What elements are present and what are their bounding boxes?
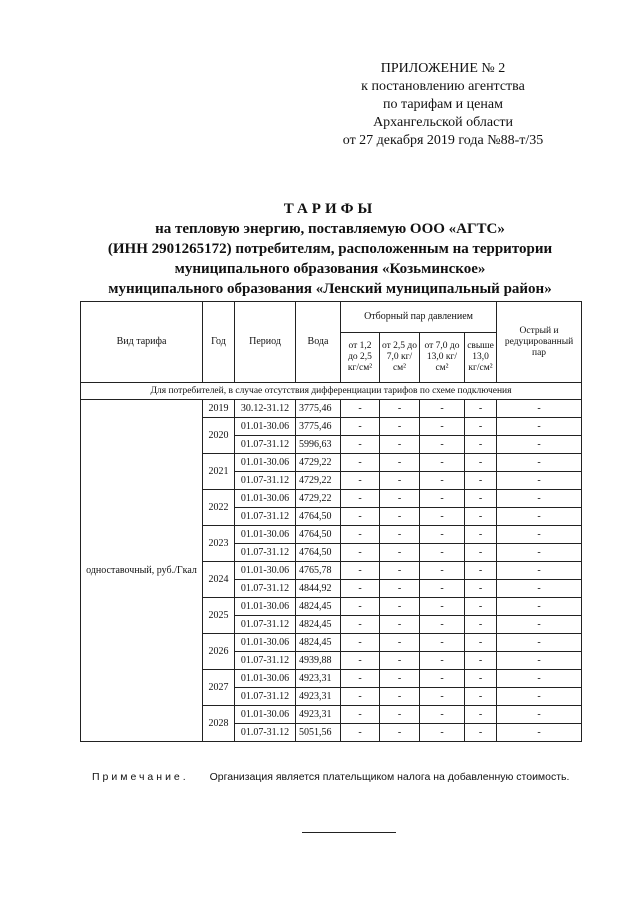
title-line: на тепловую энергию, поставляемую ООО «АГТС» bbox=[155, 221, 505, 237]
empty-tariff-cell: - bbox=[341, 490, 380, 508]
period-cell: 01.07-31.12 bbox=[235, 580, 296, 598]
empty-tariff-cell: - bbox=[465, 688, 497, 706]
empty-tariff-cell: - bbox=[420, 490, 465, 508]
water-tariff-cell: 3775,46 bbox=[296, 400, 341, 418]
appendix-header bbox=[323, 60, 563, 150]
period-cell: 01.07-31.12 bbox=[235, 436, 296, 454]
header-year: Год bbox=[203, 302, 235, 383]
empty-tariff-cell: - bbox=[341, 454, 380, 472]
water-tariff-cell: 4765,78 bbox=[296, 562, 341, 580]
empty-tariff-cell: - bbox=[380, 490, 420, 508]
empty-tariff-cell: - bbox=[465, 652, 497, 670]
empty-tariff-cell: - bbox=[465, 670, 497, 688]
empty-tariff-cell: - bbox=[341, 544, 380, 562]
divider-line bbox=[302, 832, 396, 833]
empty-tariff-cell: - bbox=[380, 670, 420, 688]
empty-tariff-cell: - bbox=[497, 454, 582, 472]
period-cell: 01.01-30.06 bbox=[235, 598, 296, 616]
title-line: муниципального образования «Ленский муниципальный район» bbox=[108, 281, 552, 297]
water-tariff-cell: 4764,50 bbox=[296, 544, 341, 562]
empty-tariff-cell: - bbox=[380, 526, 420, 544]
empty-tariff-cell: - bbox=[380, 544, 420, 562]
empty-tariff-cell: - bbox=[341, 616, 380, 634]
empty-tariff-cell: - bbox=[465, 598, 497, 616]
empty-tariff-cell: - bbox=[497, 490, 582, 508]
empty-tariff-cell: - bbox=[420, 580, 465, 598]
water-tariff-cell: 4844,92 bbox=[296, 580, 341, 598]
empty-tariff-cell: - bbox=[341, 724, 380, 742]
period-cell: 01.07-31.12 bbox=[235, 508, 296, 526]
empty-tariff-cell: - bbox=[497, 508, 582, 526]
year-cell: 2024 bbox=[203, 562, 235, 598]
title-main: ТАРИФЫ bbox=[283, 201, 377, 217]
empty-tariff-cell: - bbox=[420, 436, 465, 454]
empty-tariff-cell: - bbox=[420, 706, 465, 724]
year-cell: 2028 bbox=[203, 706, 235, 742]
empty-tariff-cell: - bbox=[420, 598, 465, 616]
tariff-table bbox=[80, 301, 582, 742]
empty-tariff-cell: - bbox=[465, 580, 497, 598]
water-tariff-cell: 3775,46 bbox=[296, 418, 341, 436]
empty-tariff-cell: - bbox=[497, 580, 582, 598]
empty-tariff-cell: - bbox=[420, 652, 465, 670]
empty-tariff-cell: - bbox=[341, 508, 380, 526]
water-tariff-cell: 5051,56 bbox=[296, 724, 341, 742]
header-steam-group: Отборный пар давлением bbox=[341, 302, 497, 333]
empty-tariff-cell: - bbox=[497, 616, 582, 634]
empty-tariff-cell: - bbox=[341, 706, 380, 724]
empty-tariff-cell: - bbox=[497, 706, 582, 724]
empty-tariff-cell: - bbox=[497, 418, 582, 436]
empty-tariff-cell: - bbox=[420, 400, 465, 418]
empty-tariff-cell: - bbox=[341, 688, 380, 706]
empty-tariff-cell: - bbox=[497, 724, 582, 742]
empty-tariff-cell: - bbox=[380, 634, 420, 652]
empty-tariff-cell: - bbox=[497, 562, 582, 580]
empty-tariff-cell: - bbox=[497, 436, 582, 454]
year-cell: 2019 bbox=[203, 400, 235, 418]
water-tariff-cell: 4764,50 bbox=[296, 526, 341, 544]
year-cell: 2021 bbox=[203, 454, 235, 490]
year-cell: 2022 bbox=[203, 490, 235, 526]
empty-tariff-cell: - bbox=[465, 490, 497, 508]
empty-tariff-cell: - bbox=[497, 652, 582, 670]
header-water: Вода bbox=[296, 302, 341, 383]
water-tariff-cell: 4923,31 bbox=[296, 706, 341, 724]
appendix-ref-line: к постановлению агентства bbox=[361, 79, 525, 94]
empty-tariff-cell: - bbox=[465, 400, 497, 418]
water-tariff-cell: 4923,31 bbox=[296, 688, 341, 706]
empty-tariff-cell: - bbox=[420, 562, 465, 580]
header-period: Период bbox=[235, 302, 296, 383]
empty-tariff-cell: - bbox=[380, 562, 420, 580]
empty-tariff-cell: - bbox=[465, 436, 497, 454]
period-cell: 01.01-30.06 bbox=[235, 418, 296, 436]
document-title bbox=[80, 199, 580, 299]
empty-tariff-cell: - bbox=[380, 652, 420, 670]
empty-tariff-cell: - bbox=[380, 616, 420, 634]
note-label: Примечание. bbox=[92, 771, 189, 783]
empty-tariff-cell: - bbox=[341, 670, 380, 688]
period-cell: 01.07-31.12 bbox=[235, 724, 296, 742]
empty-tariff-cell: - bbox=[465, 706, 497, 724]
empty-tariff-cell: - bbox=[420, 688, 465, 706]
empty-tariff-cell: - bbox=[497, 472, 582, 490]
empty-tariff-cell: - bbox=[497, 688, 582, 706]
empty-tariff-cell: - bbox=[380, 598, 420, 616]
appendix-number: ПРИЛОЖЕНИЕ № 2 bbox=[380, 61, 506, 76]
period-cell: 01.07-31.12 bbox=[235, 652, 296, 670]
empty-tariff-cell: - bbox=[341, 418, 380, 436]
water-tariff-cell: 4824,45 bbox=[296, 616, 341, 634]
empty-tariff-cell: - bbox=[497, 544, 582, 562]
empty-tariff-cell: - bbox=[420, 670, 465, 688]
appendix-date: от 27 декабря 2019 года №88-т/35 bbox=[342, 133, 544, 148]
period-cell: 01.07-31.12 bbox=[235, 544, 296, 562]
tariff-table-body bbox=[81, 383, 582, 742]
header-sharp-steam: Острый и редуцированный пар bbox=[497, 302, 582, 383]
empty-tariff-cell: - bbox=[341, 526, 380, 544]
empty-tariff-cell: - bbox=[341, 580, 380, 598]
empty-tariff-cell: - bbox=[420, 634, 465, 652]
empty-tariff-cell: - bbox=[380, 400, 420, 418]
header-pressure-1: от 1,2 до 2,5 кг/см² bbox=[341, 333, 380, 383]
empty-tariff-cell: - bbox=[465, 454, 497, 472]
header-pressure-4: свыше 13,0 кг/см² bbox=[465, 333, 497, 383]
empty-tariff-cell: - bbox=[420, 454, 465, 472]
period-cell: 01.01-30.06 bbox=[235, 454, 296, 472]
empty-tariff-cell: - bbox=[341, 562, 380, 580]
section-label: Для потребителей, в случае отсутствия дифференциации тарифов по схеме подключения bbox=[81, 383, 582, 400]
empty-tariff-cell: - bbox=[420, 544, 465, 562]
empty-tariff-cell: - bbox=[341, 634, 380, 652]
empty-tariff-cell: - bbox=[341, 598, 380, 616]
period-cell: 01.01-30.06 bbox=[235, 706, 296, 724]
header-tariff-type: Вид тарифа bbox=[81, 302, 203, 383]
empty-tariff-cell: - bbox=[465, 508, 497, 526]
empty-tariff-cell: - bbox=[497, 634, 582, 652]
empty-tariff-cell: - bbox=[497, 670, 582, 688]
period-cell: 01.01-30.06 bbox=[235, 526, 296, 544]
empty-tariff-cell: - bbox=[465, 418, 497, 436]
note-text: Организация является плательщиком налога на добавленную стоимость. bbox=[209, 771, 570, 783]
year-cell: 2026 bbox=[203, 634, 235, 670]
water-tariff-cell: 4729,22 bbox=[296, 454, 341, 472]
empty-tariff-cell: - bbox=[380, 472, 420, 490]
empty-tariff-cell: - bbox=[380, 706, 420, 724]
water-tariff-cell: 4764,50 bbox=[296, 508, 341, 526]
period-cell: 01.01-30.06 bbox=[235, 562, 296, 580]
empty-tariff-cell: - bbox=[465, 634, 497, 652]
empty-tariff-cell: - bbox=[465, 724, 497, 742]
water-tariff-cell: 4729,22 bbox=[296, 490, 341, 508]
empty-tariff-cell: - bbox=[465, 616, 497, 634]
empty-tariff-cell: - bbox=[420, 724, 465, 742]
note bbox=[92, 771, 592, 783]
water-tariff-cell: 4729,22 bbox=[296, 472, 341, 490]
table-row bbox=[81, 400, 582, 418]
header-pressure-3: от 7,0 до 13,0 кг/см² bbox=[420, 333, 465, 383]
period-cell: 01.07-31.12 bbox=[235, 688, 296, 706]
water-tariff-cell: 4824,45 bbox=[296, 598, 341, 616]
empty-tariff-cell: - bbox=[420, 526, 465, 544]
empty-tariff-cell: - bbox=[341, 652, 380, 670]
water-tariff-cell: 4939,88 bbox=[296, 652, 341, 670]
empty-tariff-cell: - bbox=[420, 472, 465, 490]
empty-tariff-cell: - bbox=[497, 400, 582, 418]
empty-tariff-cell: - bbox=[465, 544, 497, 562]
period-cell: 01.01-30.06 bbox=[235, 634, 296, 652]
period-cell: 01.01-30.06 bbox=[235, 670, 296, 688]
empty-tariff-cell: - bbox=[380, 418, 420, 436]
empty-tariff-cell: - bbox=[380, 688, 420, 706]
empty-tariff-cell: - bbox=[341, 400, 380, 418]
title-line: муниципального образования «Козьминское» bbox=[174, 261, 486, 277]
period-cell: 30.12-31.12 bbox=[235, 400, 296, 418]
title-line: (ИНН 2901265172) потребителям, расположенным на территории bbox=[107, 241, 553, 257]
empty-tariff-cell: - bbox=[465, 472, 497, 490]
empty-tariff-cell: - bbox=[380, 436, 420, 454]
empty-tariff-cell: - bbox=[380, 454, 420, 472]
empty-tariff-cell: - bbox=[465, 562, 497, 580]
empty-tariff-cell: - bbox=[380, 580, 420, 598]
appendix-ref-line: по тарифам и ценам bbox=[383, 97, 503, 112]
empty-tariff-cell: - bbox=[341, 472, 380, 490]
year-cell: 2020 bbox=[203, 418, 235, 454]
appendix-ref-line: Архангельской области bbox=[373, 115, 513, 130]
year-cell: 2027 bbox=[203, 670, 235, 706]
empty-tariff-cell: - bbox=[420, 418, 465, 436]
empty-tariff-cell: - bbox=[380, 508, 420, 526]
empty-tariff-cell: - bbox=[341, 436, 380, 454]
period-cell: 01.07-31.12 bbox=[235, 472, 296, 490]
header-pressure-2: от 2,5 до 7,0 кг/см² bbox=[380, 333, 420, 383]
water-tariff-cell: 4923,31 bbox=[296, 670, 341, 688]
period-cell: 01.07-31.12 bbox=[235, 616, 296, 634]
empty-tariff-cell: - bbox=[497, 526, 582, 544]
year-cell: 2023 bbox=[203, 526, 235, 562]
empty-tariff-cell: - bbox=[380, 724, 420, 742]
empty-tariff-cell: - bbox=[465, 526, 497, 544]
tariff-type-cell: одноставочный, руб./Гкал bbox=[81, 400, 203, 742]
empty-tariff-cell: - bbox=[420, 616, 465, 634]
year-cell: 2025 bbox=[203, 598, 235, 634]
period-cell: 01.01-30.06 bbox=[235, 490, 296, 508]
empty-tariff-cell: - bbox=[497, 598, 582, 616]
water-tariff-cell: 4824,45 bbox=[296, 634, 341, 652]
empty-tariff-cell: - bbox=[420, 508, 465, 526]
water-tariff-cell: 5996,63 bbox=[296, 436, 341, 454]
